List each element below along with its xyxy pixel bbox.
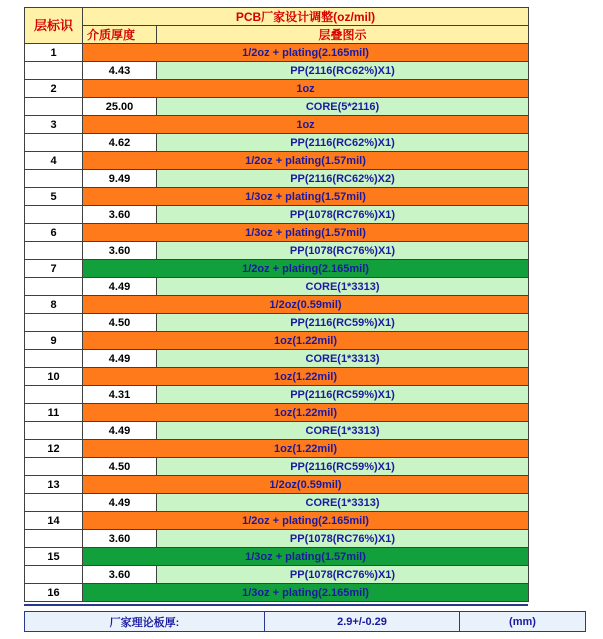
dielectric-material: CORE(1*3313): [157, 422, 529, 440]
copper-layer-row: [25, 332, 529, 350]
empty-id-cell: [25, 566, 83, 584]
layer-id: 16: [25, 584, 83, 602]
copper-layer-label: 1oz(1.22mil): [83, 332, 529, 350]
dielectric-material: PP(2116(RC62%)X1): [157, 134, 529, 152]
layer-id: 7: [25, 260, 83, 278]
layer-id: 9: [25, 332, 83, 350]
dielectric-material: PP(2116(RC59%)X1): [157, 458, 529, 476]
copper-layer-label: 1/2oz + plating(2.165mil): [83, 44, 529, 62]
empty-id-cell: [25, 134, 83, 152]
layer-id: 3: [25, 116, 83, 134]
stackup-table: [24, 7, 529, 602]
dielectric-row: [25, 134, 529, 152]
empty-id-cell: [25, 422, 83, 440]
copper-layer-label: 1/3oz + plating(1.57mil): [83, 548, 529, 566]
dielectric-thickness: 9.49: [83, 170, 157, 188]
copper-layer-row: [25, 80, 529, 98]
copper-layer-label: 1oz: [83, 116, 529, 134]
dielectric-row: [25, 386, 529, 404]
dielectric-thickness: 4.49: [83, 350, 157, 368]
dielectric-row: [25, 98, 529, 116]
empty-id-cell: [25, 206, 83, 224]
board-thickness-label: 厂家理论板厚:: [25, 612, 265, 632]
dielectric-thickness: 4.50: [83, 458, 157, 476]
dielectric-material: CORE(5*2116): [157, 98, 529, 116]
copper-layer-label: 1/2oz(0.59mil): [83, 476, 529, 494]
copper-layer-label: 1/2oz + plating(1.57mil): [83, 152, 529, 170]
copper-layer-label: 1oz: [83, 80, 529, 98]
copper-layer-label: 1/3oz + plating(1.57mil): [83, 188, 529, 206]
empty-id-cell: [25, 458, 83, 476]
copper-layer-row: [25, 152, 529, 170]
copper-layer-label: 1oz(1.22mil): [83, 404, 529, 422]
empty-id-cell: [25, 242, 83, 260]
board-thickness-footer: [24, 611, 586, 632]
dielectric-thickness: 4.43: [83, 62, 157, 80]
copper-layer-row: [25, 260, 529, 278]
layer-id: 15: [25, 548, 83, 566]
copper-layer-row: [25, 476, 529, 494]
dielectric-thickness: 3.60: [83, 206, 157, 224]
dielectric-material: PP(2116(RC59%)X1): [157, 314, 529, 332]
layer-id: 6: [25, 224, 83, 242]
dielectric-material: PP(2116(RC62%)X1): [157, 62, 529, 80]
copper-layer-row: [25, 368, 529, 386]
dielectric-row: [25, 314, 529, 332]
empty-id-cell: [25, 170, 83, 188]
copper-layer-row: [25, 224, 529, 242]
thickness-header: 介质厚度: [83, 26, 157, 44]
copper-layer-row: [25, 440, 529, 458]
copper-layer-label: 1/2oz + plating(2.165mil): [83, 512, 529, 530]
dielectric-material: PP(2116(RC62%)X2): [157, 170, 529, 188]
layer-id: 10: [25, 368, 83, 386]
dielectric-material: PP(1078(RC76%)X1): [157, 566, 529, 584]
copper-layer-label: 1/2oz + plating(2.165mil): [83, 260, 529, 278]
dielectric-thickness: 4.62: [83, 134, 157, 152]
dielectric-thickness: 4.49: [83, 278, 157, 296]
empty-id-cell: [25, 530, 83, 548]
dielectric-row: [25, 458, 529, 476]
empty-id-cell: [25, 98, 83, 116]
layer-id: 13: [25, 476, 83, 494]
copper-layer-row: [25, 584, 529, 602]
dielectric-row: [25, 566, 529, 584]
copper-layer-row: [25, 116, 529, 134]
layer-id: 11: [25, 404, 83, 422]
layer-id: 1: [25, 44, 83, 62]
dielectric-material: CORE(1*3313): [157, 494, 529, 512]
dielectric-material: PP(1078(RC76%)X1): [157, 530, 529, 548]
dielectric-thickness: 4.49: [83, 494, 157, 512]
empty-id-cell: [25, 350, 83, 368]
copper-layer-label: 1oz(1.22mil): [83, 368, 529, 386]
header-row-1: [25, 8, 529, 26]
board-thickness-value: 2.9+/-0.29: [265, 612, 460, 632]
dielectric-row: [25, 206, 529, 224]
dielectric-material: CORE(1*3313): [157, 350, 529, 368]
dielectric-row: [25, 242, 529, 260]
empty-id-cell: [25, 494, 83, 512]
empty-id-cell: [25, 386, 83, 404]
header-row-2: [25, 26, 529, 44]
dielectric-thickness: 3.60: [83, 242, 157, 260]
dielectric-thickness: 25.00: [83, 98, 157, 116]
copper-layer-row: [25, 44, 529, 62]
copper-layer-row: [25, 296, 529, 314]
dielectric-row: [25, 62, 529, 80]
copper-layer-label: 1/3oz + plating(2.165mil): [83, 584, 529, 602]
copper-layer-label: 1oz(1.22mil): [83, 440, 529, 458]
copper-layer-row: [25, 548, 529, 566]
layer-id: 2: [25, 80, 83, 98]
layer-id: 8: [25, 296, 83, 314]
dielectric-material: PP(1078(RC76%)X1): [157, 242, 529, 260]
dielectric-row: [25, 278, 529, 296]
copper-layer-label: 1/3oz + plating(1.57mil): [83, 224, 529, 242]
dielectric-material: PP(1078(RC76%)X1): [157, 206, 529, 224]
empty-id-cell: [25, 62, 83, 80]
dielectric-thickness: 4.49: [83, 422, 157, 440]
empty-id-cell: [25, 278, 83, 296]
layer-id-header: 层标识: [25, 8, 83, 44]
board-thickness-unit: (mm): [460, 612, 586, 632]
dielectric-thickness: 4.31: [83, 386, 157, 404]
dielectric-thickness: 3.60: [83, 566, 157, 584]
dielectric-row: [25, 494, 529, 512]
dielectric-row: [25, 422, 529, 440]
empty-id-cell: [25, 314, 83, 332]
layer-id: 14: [25, 512, 83, 530]
copper-layer-label: 1/2oz(0.59mil): [83, 296, 529, 314]
footer-separator: [24, 604, 528, 606]
layer-id: 5: [25, 188, 83, 206]
dielectric-thickness: 4.50: [83, 314, 157, 332]
copper-layer-row: [25, 188, 529, 206]
dielectric-row: [25, 530, 529, 548]
footer-row: [25, 612, 586, 632]
copper-layer-row: [25, 404, 529, 422]
dielectric-material: PP(2116(RC59%)X1): [157, 386, 529, 404]
table-title: PCB厂家设计调整(oz/mil): [83, 8, 529, 26]
layer-id: 4: [25, 152, 83, 170]
copper-layer-row: [25, 512, 529, 530]
dielectric-material: CORE(1*3313): [157, 278, 529, 296]
dielectric-row: [25, 350, 529, 368]
dielectric-row: [25, 170, 529, 188]
layer-id: 12: [25, 440, 83, 458]
dielectric-thickness: 3.60: [83, 530, 157, 548]
stackup-header: 层叠图示: [157, 26, 529, 44]
